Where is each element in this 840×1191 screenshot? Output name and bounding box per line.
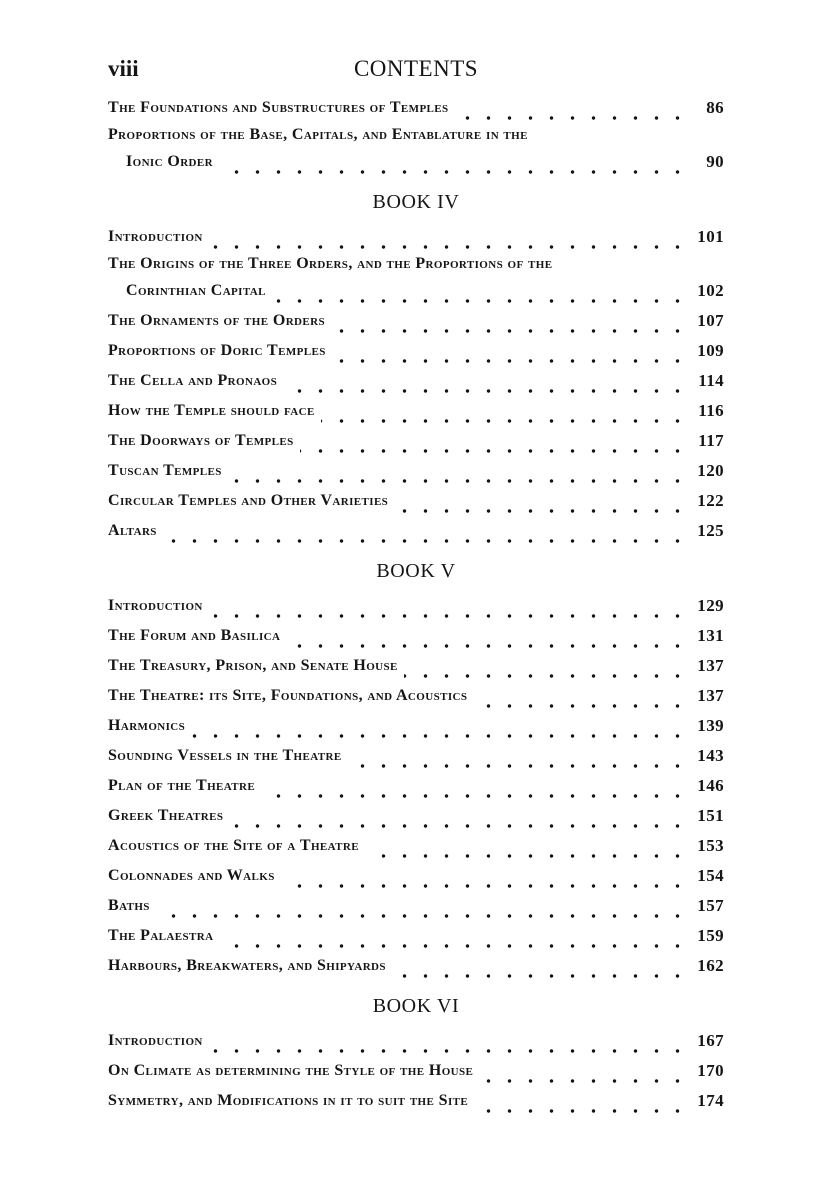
- toc-entry-line: [108, 591, 724, 621]
- toc-entry-title: The Doorways of Temples: [108, 432, 294, 449]
- toc-entry: [108, 801, 724, 831]
- toc-page-number: 125: [697, 521, 724, 540]
- toc-entry-title: Proportions of Doric Temples: [108, 342, 326, 359]
- toc-entry-line: [108, 366, 724, 396]
- dot-leader: [348, 741, 690, 771]
- toc-entry: [108, 591, 724, 621]
- toc-entry-title: Sounding Vessels in the Theatre: [108, 747, 342, 764]
- dot-leader: [404, 651, 690, 681]
- toc-entry-line: [108, 456, 724, 486]
- toc-entry-line: [108, 276, 724, 306]
- dot-leader: [272, 276, 690, 306]
- toc-entry-title: The Foundations and Substructures of Temples: [108, 99, 449, 116]
- toc-entry-line: [108, 1056, 724, 1086]
- dot-leader: [455, 93, 690, 123]
- toc-entry-title: Circular Temples and Other Varieties: [108, 492, 389, 509]
- toc-entry-title: Introduction: [108, 228, 203, 245]
- toc-entry: [108, 486, 724, 516]
- dot-leader: [219, 147, 690, 177]
- page-folio: viii: [108, 56, 139, 81]
- dot-leader: [191, 711, 690, 741]
- toc-entry-title: The Treasury, Prison, and Senate House: [108, 657, 398, 674]
- dot-leader: [321, 396, 690, 426]
- toc-entry-line: [108, 306, 724, 336]
- toc-entry-line: [108, 147, 724, 177]
- dot-leader: [479, 1056, 690, 1086]
- toc-entry-line: [108, 921, 724, 951]
- toc-entry: [108, 741, 724, 771]
- toc-entry-title: The Theatre: its Site, Foundations, and Acoustics: [108, 687, 468, 704]
- toc-entry-line: [108, 831, 724, 861]
- toc-page-number: 174: [697, 1091, 724, 1110]
- toc-page-number: 159: [697, 926, 724, 945]
- toc-entry: [108, 1086, 724, 1116]
- table-of-contents: [108, 93, 724, 1116]
- page-header: [108, 56, 724, 84]
- toc-page-number: 117: [698, 431, 724, 450]
- toc-page-number: 139: [697, 716, 724, 735]
- dot-leader: [209, 222, 690, 252]
- toc-entry: [108, 921, 724, 951]
- toc-entry-title: Acoustics of the Site of a Theatre: [108, 837, 359, 854]
- toc-page-number: 109: [697, 341, 724, 360]
- toc-entry-title: Proportions of the Base, Capitals, and Entablature in the: [108, 126, 528, 143]
- dot-leader: [286, 621, 690, 651]
- toc-section-book-iv: [108, 182, 724, 546]
- dot-leader: [331, 306, 690, 336]
- toc-page-number: 167: [697, 1031, 724, 1050]
- toc-page-number: 86: [706, 98, 724, 117]
- toc-entry-line: [108, 711, 724, 741]
- dot-leader: [229, 801, 690, 831]
- dot-leader: [156, 891, 690, 921]
- toc-entry-line: [108, 1026, 724, 1056]
- toc-entry-line: [108, 621, 724, 651]
- toc-entry: [108, 456, 724, 486]
- toc-entry: [108, 252, 724, 306]
- toc-page-number: 137: [697, 686, 724, 705]
- toc-entry-title: The Ornaments of the Orders: [108, 312, 325, 329]
- toc-entry-line: [108, 651, 724, 681]
- toc-entry: [108, 123, 724, 177]
- toc-entry-title: Introduction: [108, 597, 203, 614]
- toc-entry: [108, 681, 724, 711]
- dot-leader: [261, 771, 690, 801]
- toc-section-book-v: [108, 551, 724, 981]
- toc-page-number: 131: [697, 626, 724, 645]
- toc-entry: [108, 222, 724, 252]
- toc-page-number: 114: [698, 371, 724, 390]
- toc-entry-title: Baths: [108, 897, 150, 914]
- book-heading: BOOK IV: [372, 191, 460, 213]
- toc-entry-title: Colonnades and Walks: [108, 867, 275, 884]
- toc-entry: [108, 651, 724, 681]
- toc-page-number: 107: [697, 311, 724, 330]
- toc-entry: [108, 1026, 724, 1056]
- toc-entry: [108, 771, 724, 801]
- dot-leader: [219, 921, 690, 951]
- dot-leader: [281, 861, 690, 891]
- toc-page-number: 162: [697, 956, 724, 975]
- contents-page: [108, 0, 724, 1191]
- toc-entry-line: [108, 861, 724, 891]
- toc-page-number: 153: [697, 836, 724, 855]
- toc-entry: [108, 891, 724, 921]
- toc-entry-title: On Climate as determining the Style of the House: [108, 1062, 474, 1079]
- toc-page-number: 122: [697, 491, 724, 510]
- toc-section-continued: [108, 93, 724, 177]
- toc-entry-line: [108, 336, 724, 366]
- toc-page-number: 170: [697, 1061, 724, 1080]
- toc-page-number: 102: [697, 281, 724, 300]
- dot-leader: [209, 1026, 690, 1056]
- toc-entry-title: How the Temple should face: [108, 402, 315, 419]
- toc-entry-line: [108, 486, 724, 516]
- toc-entry-title: The Cella and Pronaos: [108, 372, 278, 389]
- toc-page-number: 101: [697, 227, 724, 246]
- toc-page-number: 146: [697, 776, 724, 795]
- toc-entry: [108, 516, 724, 546]
- toc-entry-line: [108, 396, 724, 426]
- toc-page-number: 143: [697, 746, 724, 765]
- toc-entry: [108, 1056, 724, 1086]
- toc-entry-line: [108, 252, 724, 276]
- toc-entry-title: Greek Theatres: [108, 807, 224, 824]
- toc-entry: [108, 336, 724, 366]
- toc-entry-title: Ionic Order: [126, 153, 213, 170]
- toc-entry-title: Introduction: [108, 1032, 203, 1049]
- toc-entry: [108, 831, 724, 861]
- toc-page-number: 120: [697, 461, 724, 480]
- toc-entry: [108, 93, 724, 123]
- toc-entry-line: [108, 1086, 724, 1116]
- dot-leader: [394, 486, 690, 516]
- dot-leader: [163, 516, 690, 546]
- toc-entry: [108, 396, 724, 426]
- toc-page-number: 137: [697, 656, 724, 675]
- book-heading: BOOK V: [376, 560, 456, 582]
- toc-page-number: 116: [698, 401, 724, 420]
- toc-entry-title: Harmonics: [108, 717, 186, 734]
- dot-leader: [474, 1086, 690, 1116]
- toc-entry-title: The Origins of the Three Orders, and the Proportions of the: [108, 255, 553, 272]
- dot-leader: [228, 456, 690, 486]
- toc-entry-title: Tuscan Temples: [108, 462, 222, 479]
- toc-entry-line: [108, 741, 724, 771]
- toc-entry-line: [108, 681, 724, 711]
- dot-leader: [332, 336, 690, 366]
- toc-entry-title: The Palaestra: [108, 927, 214, 944]
- toc-entry-line: [108, 93, 724, 123]
- toc-entry-title: Altars: [108, 522, 157, 539]
- dot-leader: [365, 831, 690, 861]
- toc-page-number: 129: [697, 596, 724, 615]
- toc-entry-line: [108, 771, 724, 801]
- toc-entry: [108, 861, 724, 891]
- toc-entry-line: [108, 222, 724, 252]
- toc-entry-line: [108, 951, 724, 981]
- toc-entry: [108, 621, 724, 651]
- toc-entry-line: [108, 801, 724, 831]
- dot-leader: [283, 366, 690, 396]
- toc-entry-line: [108, 426, 724, 456]
- toc-page-number: 154: [697, 866, 724, 885]
- toc-entry-title: Corinthian Capital: [126, 282, 266, 299]
- dot-leader: [209, 591, 690, 621]
- toc-entry-line: [108, 516, 724, 546]
- toc-entry: [108, 366, 724, 396]
- dot-leader: [300, 426, 690, 456]
- toc-entry-title: Plan of the Theatre: [108, 777, 256, 794]
- running-title: CONTENTS: [353, 56, 479, 81]
- toc-entry-line: [108, 123, 724, 147]
- toc-section-book-vi: [108, 986, 724, 1116]
- book-heading: BOOK VI: [372, 995, 460, 1017]
- toc-entry-line: [108, 891, 724, 921]
- dot-leader: [473, 681, 690, 711]
- toc-page-number: 90: [706, 152, 724, 171]
- toc-entry: [108, 711, 724, 741]
- dot-leader: [392, 951, 690, 981]
- toc-entry-title: Harbours, Breakwaters, and Shipyards: [108, 957, 386, 974]
- toc-entry: [108, 951, 724, 981]
- toc-entry: [108, 426, 724, 456]
- toc-page-number: 157: [697, 896, 724, 915]
- toc-page-number: 151: [697, 806, 724, 825]
- toc-entry: [108, 306, 724, 336]
- toc-entry-title: Symmetry, and Modifications in it to suit the Site: [108, 1092, 469, 1109]
- toc-entry-title: The Forum and Basilica: [108, 627, 281, 644]
